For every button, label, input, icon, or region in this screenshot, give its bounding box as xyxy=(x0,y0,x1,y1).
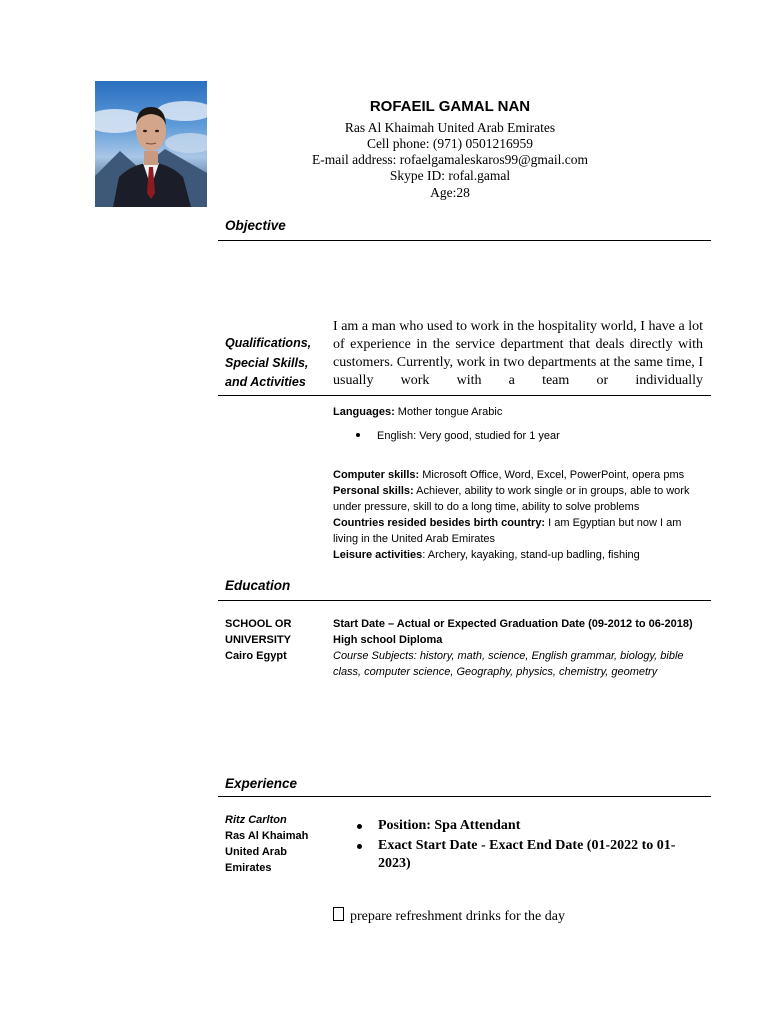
school-name xyxy=(225,616,325,664)
languages-line xyxy=(333,404,708,420)
countries-value: I am Egyptian but now I am living in the United Arab Emirates xyxy=(333,517,682,545)
missing-glyph-box-icon xyxy=(333,907,344,921)
school-line: SCHOOL OR xyxy=(225,618,292,630)
countries-label: Countries resided besides birth country: xyxy=(333,517,546,529)
employer-line: Emirates xyxy=(225,862,272,874)
skype-id: Skype ID: rofal.gamal xyxy=(389,168,511,183)
qualifications-divider xyxy=(218,395,711,396)
experience-divider xyxy=(218,796,711,797)
personal-skills-label: Personal skills: xyxy=(333,485,414,497)
employer-line: United Arab xyxy=(225,846,287,858)
school-line: Cairo Egypt xyxy=(225,650,287,662)
education-diploma: High school Diploma xyxy=(333,634,443,646)
experience-item xyxy=(355,817,705,835)
school-line: UNIVERSITY xyxy=(225,634,292,646)
leisure-value: : Archery, kayaking, stand-up badling, fishing xyxy=(422,549,640,561)
skills-block xyxy=(333,467,708,563)
languages-label: Languages: xyxy=(333,406,395,418)
profile-photo-icon xyxy=(95,81,207,207)
experience-list xyxy=(355,817,705,875)
employer xyxy=(225,812,325,876)
personal-skills xyxy=(333,483,708,515)
bullet-icon xyxy=(356,433,360,437)
qualifications-label-line: and Activities xyxy=(225,375,306,389)
bullet-icon xyxy=(357,824,362,829)
experience-task xyxy=(333,907,565,926)
experience-item-text: Position: Spa Attendant xyxy=(378,818,521,833)
leisure-label: Leisure activities xyxy=(333,549,423,561)
personal-skills-value: Achiever, ability to work single or in groups, able to work under pressure, skill to do a long time, ability to solve problems xyxy=(333,485,690,513)
objective-divider xyxy=(218,240,711,241)
candidate-name: ROFAEIL GAMAL NAN xyxy=(369,98,531,115)
employer-name: Ritz Carlton xyxy=(225,814,287,826)
education-divider xyxy=(218,600,711,601)
experience-task-text: prepare refreshment drinks for the day xyxy=(350,909,565,924)
profile-photo xyxy=(95,81,207,207)
leisure-activities xyxy=(333,547,708,563)
education-details xyxy=(333,616,703,680)
location: Ras Al Khaimah United Arab Emirates xyxy=(344,120,556,135)
languages-value: Mother tongue Arabic xyxy=(394,406,503,418)
computer-skills-value: Microsoft Office, Word, Excel, PowerPoint, opera pms xyxy=(419,469,685,481)
education-dates: Start Date – Actual or Expected Graduation Date (09-2012 to 06-2018) xyxy=(333,618,693,630)
email-address[interactable]: E-mail address: rofaelgamaleskaros99@gmail.com xyxy=(312,152,588,167)
experience-title: Experience xyxy=(225,776,298,791)
education-title: Education xyxy=(225,578,291,593)
qualifications-label-line: Qualifications, xyxy=(225,336,312,350)
english-bullet-item xyxy=(356,428,706,444)
qualifications-paragraph: I am a man who used to work in the hospitality world, I have a lot of experience in the service department that deals directly with customers. Currently, work in two departments at the same time, I usually work with a team or individually xyxy=(333,319,703,388)
computer-skills-label: Computer skills: xyxy=(333,469,420,481)
experience-item xyxy=(355,837,705,873)
computer-skills xyxy=(333,467,708,483)
cell-phone: Cell phone: (971) 0501216959 xyxy=(366,136,534,151)
countries-resided xyxy=(333,515,708,547)
english-item: English: Very good, studied for 1 year xyxy=(377,430,560,442)
age: Age:28 xyxy=(430,185,470,200)
employer-line: Ras Al Khaimah xyxy=(225,830,309,842)
experience-item-text: Exact Start Date - Exact End Date (01-2022 to 01-2023) xyxy=(378,838,676,871)
bullet-icon xyxy=(357,844,362,849)
education-courses: Course Subjects: history, math, science, English grammar, biology, bible class, computer science, Geography, physics, chemistry, geometry xyxy=(333,650,684,678)
qualifications-label xyxy=(225,334,325,393)
objective-title: Objective xyxy=(225,218,286,233)
qualifications-label-line: Special Skills, xyxy=(225,355,309,370)
